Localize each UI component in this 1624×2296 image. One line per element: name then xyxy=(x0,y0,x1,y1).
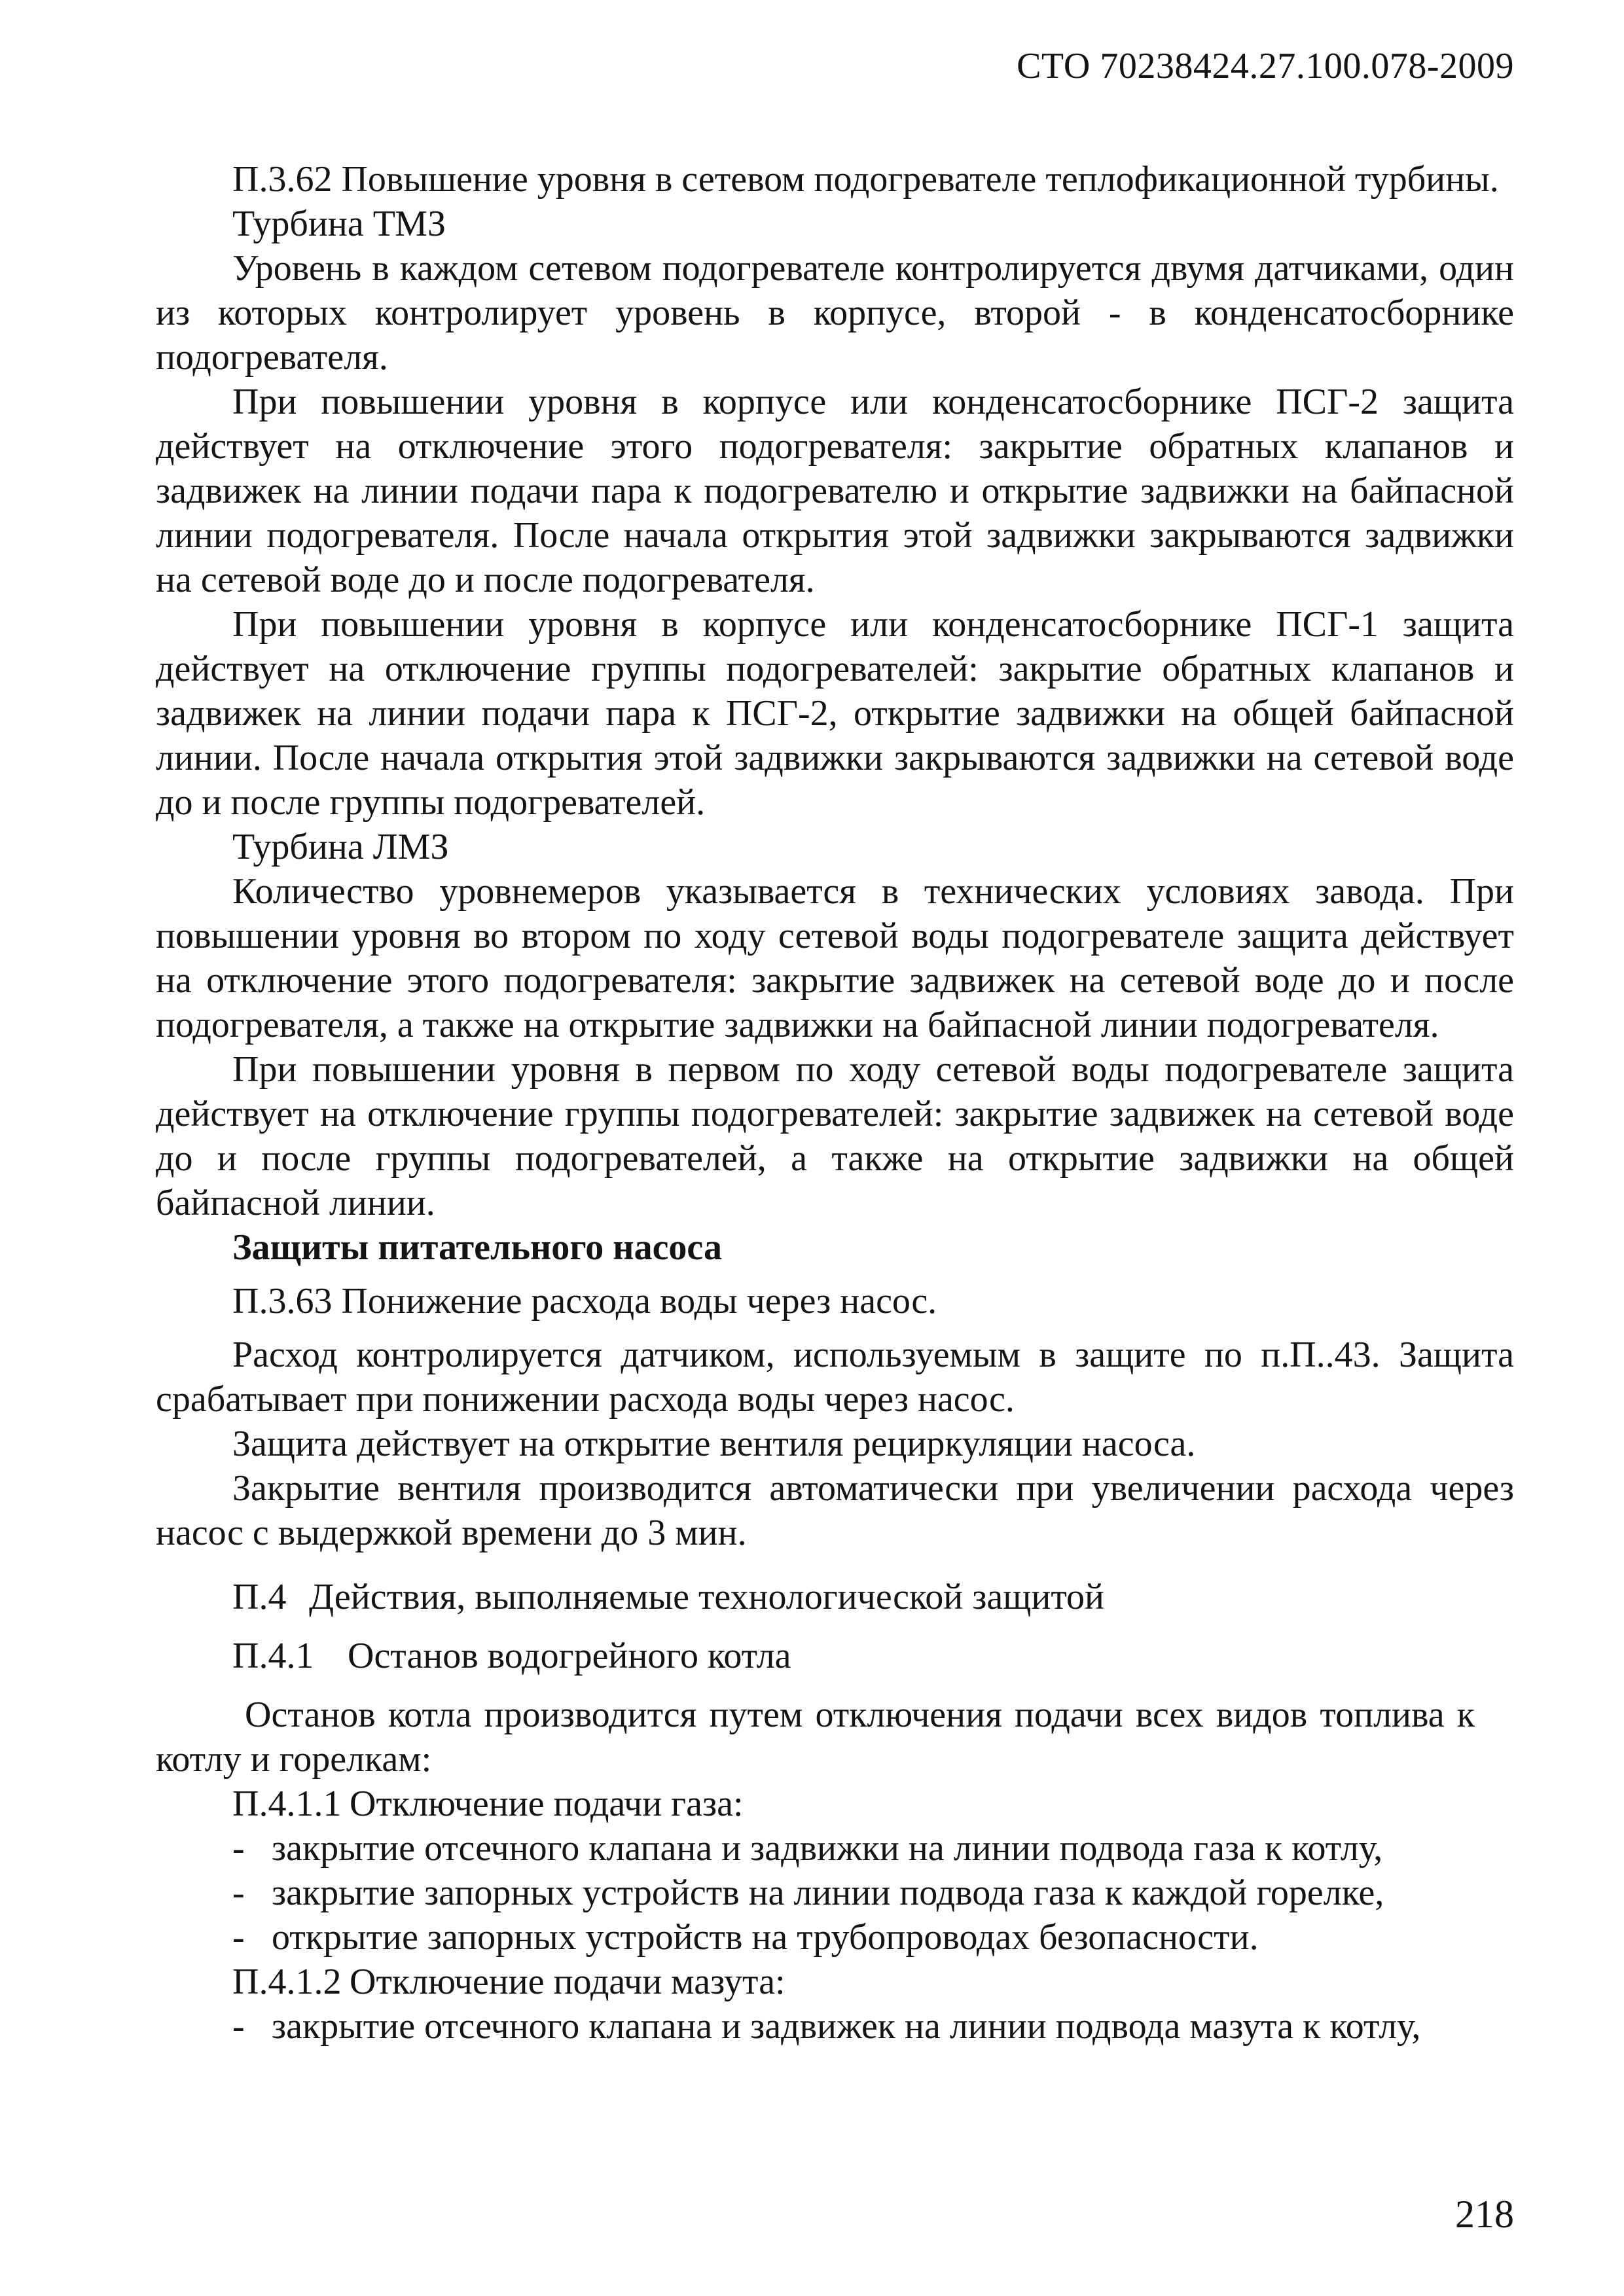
list-item: - закрытие отсечного клапана и задвижки на линии подвода газа к котлу, xyxy=(156,1826,1514,1871)
section-number: П.3.63 xyxy=(232,1281,333,1321)
turbine-tmz-label: Турбина ТМЗ xyxy=(232,204,446,244)
turbine-lmz-label: Турбина ЛМЗ xyxy=(232,827,449,867)
section-number: П.4.1.1 xyxy=(232,1784,342,1824)
section-title: Действия, выполняемые технологической защитой xyxy=(309,1577,1105,1617)
page-number: 218 xyxy=(1455,2193,1514,2236)
section-4 xyxy=(156,1575,1514,1619)
paragraph: При повышении уровня в первом по ходу сетевой воды подогревателе защита действует на отключение группы подогревателей: закрытие задвижек на сетевой воде до и после группы подогревателей, а также на открытие задвижки на общей байпасной линии. xyxy=(156,1049,1514,1223)
section-3-62 xyxy=(156,157,1514,202)
section-title: Понижение расхода воды через насос. xyxy=(341,1281,937,1321)
section-4-1-2 xyxy=(156,1960,1514,2004)
gas-list xyxy=(156,1826,1514,1960)
paragraph: При повышении уровня в корпусе или конденсатосборнике ПСГ-2 защита действует на отключение этого подогревателя: закрытие обратных клапанов и задвижек на линии подачи пара к подогревателю и открытие задвижки на байпасной линии подогревателя. После начала открытия этой задвижки закрываются задвижки на сетевой воде до и после подогревателя. xyxy=(156,382,1514,600)
paragraph: Останов котла производится путем отключения подачи всех видов топлива к котлу и горелкам: xyxy=(156,1695,1475,1780)
dash-marker: - xyxy=(232,1828,245,1869)
paragraph: Уровень в каждом сетевом подогревателе контролируется двумя датчиками, один из которых контролирует уровень в корпусе, второй - в конденсатосборнике подогревателя. xyxy=(156,248,1514,378)
list-item: - закрытие отсечного клапана и задвижек на линии подвода мазута к котлу, xyxy=(156,2004,1514,2049)
section-4-1-1 xyxy=(156,1782,1514,1826)
section-title: Отключение подачи газа: xyxy=(350,1784,744,1824)
dash-marker: - xyxy=(232,1873,245,1913)
section-title: Повышение уровня в сетевом подогревателе теплофикационной турбины. xyxy=(341,159,1499,200)
paragraph: Защита действует на открытие вентиля рециркуляции насоса. xyxy=(232,1424,1196,1464)
page-content xyxy=(156,157,1514,2049)
paragraph: Количество уровнемеров указывается в технических условиях завода. При повышении уровня во втором по ходу сетевой воды подогревателе защита действует на отключение этого подогревателя: закрытие задвижек на сетевой воде до и после подогревателя, а также на открытие задвижки на байпасной линии подогревателя. xyxy=(156,871,1514,1045)
section-number: П.4 xyxy=(232,1577,287,1617)
paragraph: При повышении уровня в корпусе или конденсатосборнике ПСГ-1 защита действует на отключение группы подогревателей: закрытие обратных клапанов и задвижек на линии подачи пара к ПСГ-2, открытие задвижки на общей байпасной линии. После начала открытия этой задвижки закрываются задвижки на сетевой воде до и после группы подогревателей. xyxy=(156,604,1514,823)
list-item: - закрытие запорных устройств на линии подвода газа к каждой горелке, xyxy=(156,1871,1514,1915)
section-title: Останов водогрейного котла xyxy=(348,1636,791,1676)
section-number: П.3.62 xyxy=(232,159,333,200)
section-heading: Защиты питательного насоса xyxy=(232,1227,722,1268)
section-title: Отключение подачи мазута: xyxy=(350,1962,785,2002)
section-number: П.4.1.2 xyxy=(232,1962,342,2002)
section-number: П.4.1 xyxy=(232,1636,314,1676)
mazut-list xyxy=(156,2004,1514,2049)
dash-marker: - xyxy=(232,2006,245,2047)
document-code: СТО 70238424.27.100.078-2009 xyxy=(1017,46,1514,86)
paragraph: Закрытие вентиля производится автоматически при увеличении расхода через насос с выдержкой времени до 3 мин. xyxy=(156,1468,1514,1553)
section-3-63 xyxy=(156,1279,1514,1323)
dash-marker: - xyxy=(232,1917,245,1958)
paragraph: Расход контролируется датчиком, используемым в защите по п.П..43. Защита срабатывает при понижении расхода воды через насос. xyxy=(156,1335,1514,1420)
list-item: - открытие запорных устройств на трубопроводах безопасности. xyxy=(156,1915,1514,1960)
section-4-1 xyxy=(156,1634,1514,1678)
